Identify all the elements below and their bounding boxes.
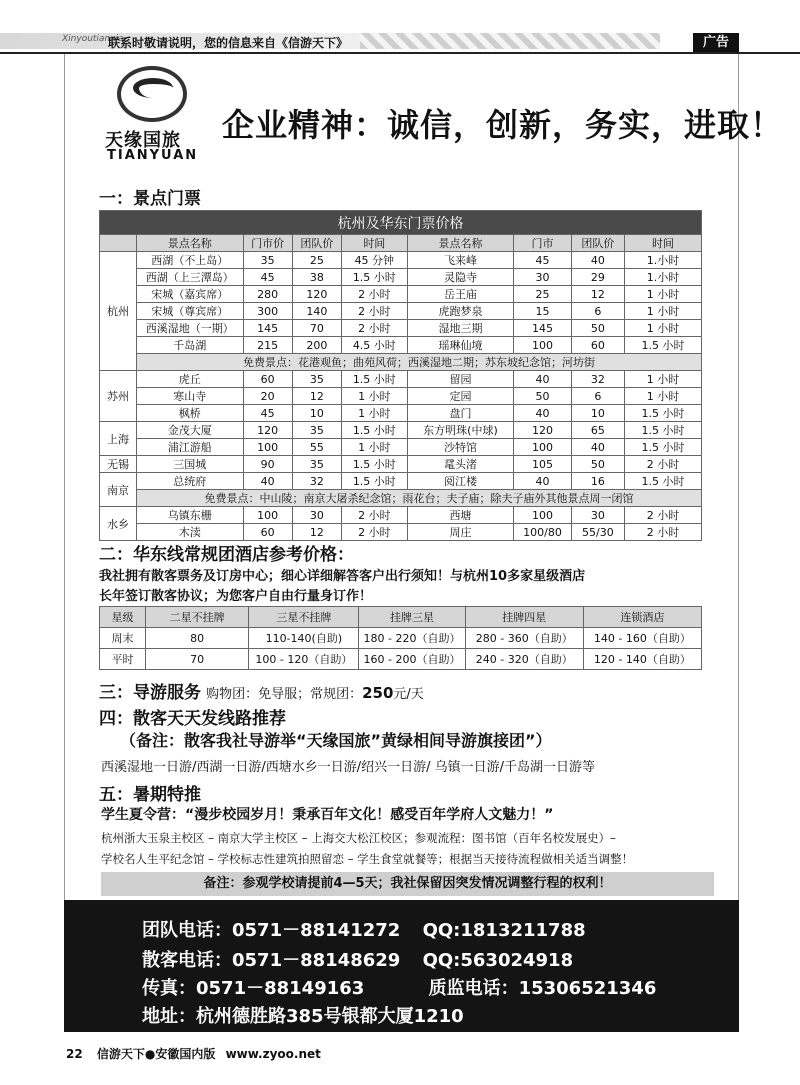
table-cell: 1.5 小时: [342, 269, 408, 286]
table-cell: 1.5 小时: [342, 456, 408, 473]
table-cell: 60: [571, 337, 624, 354]
table-cell: 金茂大厦: [136, 422, 243, 439]
hotel-row: [100, 628, 702, 649]
table-cell: 55: [292, 439, 341, 456]
column-header: 景点名称: [407, 235, 514, 252]
company-name-cn: 天缘国旅: [105, 130, 181, 151]
table-cell: 40: [514, 371, 571, 388]
table-cell: 西湖（上三潭岛）: [136, 269, 243, 286]
column-header: 门市: [514, 235, 571, 252]
table-cell: 西溪湿地（一期）: [136, 320, 243, 337]
table-caption-row: [100, 211, 702, 235]
table-cell: 60: [243, 524, 292, 541]
table-cell: 宋城（嘉宾席）: [136, 286, 243, 303]
single-phone-row: [142, 946, 573, 972]
hotel-cell: 平时: [100, 649, 146, 670]
group-phone-row: [142, 916, 586, 942]
ticket-price-table: [99, 210, 702, 541]
table-cell: 35: [243, 252, 292, 269]
table-cell: 10: [571, 405, 624, 422]
table-cell: 45 分钟: [342, 252, 408, 269]
table-cell: 1 小时: [342, 405, 408, 422]
table-cell: 1 小时: [625, 303, 702, 320]
page-number: 22: [66, 1047, 83, 1061]
table-row: [100, 456, 702, 473]
table-cell: 25: [514, 286, 571, 303]
address: 杭州德胜路385号银都大厦1210: [196, 1006, 464, 1027]
table-cell: 1 小时: [625, 388, 702, 405]
table-cell: 100: [514, 507, 571, 524]
table-cell: 10: [292, 405, 341, 422]
table-cell: 100: [514, 439, 571, 456]
table-cell: 15: [514, 303, 571, 320]
table-cell: 29: [571, 269, 624, 286]
table-cell: 总统府: [136, 473, 243, 490]
hotel-header-cell: 星级: [100, 607, 146, 628]
table-cell: 瑶琳仙境: [407, 337, 514, 354]
table-cell: 虎跑梦泉: [407, 303, 514, 320]
table-cell: 4.5 小时: [342, 337, 408, 354]
table-cell: 16: [571, 473, 624, 490]
table-cell: 50: [514, 388, 571, 405]
hotel-price-table: [99, 606, 702, 670]
hotel-cell: 80: [145, 628, 248, 649]
table-cell: 32: [571, 371, 624, 388]
table-cell: 100/80: [514, 524, 571, 541]
table-row: [100, 405, 702, 422]
header-stripes: [360, 33, 660, 49]
group-phone: 0571－88141272: [232, 920, 401, 941]
table-cell: 25: [292, 252, 341, 269]
single-phone: 0571－88148629: [232, 950, 401, 971]
table-cell: 1.小时: [625, 269, 702, 286]
fax-row: [142, 974, 656, 1000]
city-cell: 水乡: [100, 507, 137, 541]
city-cell: 杭州: [100, 252, 137, 371]
hotel-cell: 100 - 120（自助）: [249, 649, 359, 670]
table-cell: 50: [571, 456, 624, 473]
table-cell: 12: [571, 286, 624, 303]
table-row: [100, 337, 702, 354]
table-cell: 乌镇东栅: [136, 507, 243, 524]
hotel-header-cell: 二星不挂牌: [145, 607, 248, 628]
ad-label: 广告: [693, 33, 739, 53]
table-cell: 西塘: [407, 507, 514, 524]
hotel-header-cell: 挂牌三星: [359, 607, 465, 628]
section-title-tickets: 一：景点门票: [99, 189, 201, 209]
single-qq: QQ:563024918: [422, 950, 574, 971]
table-cell: 2 小时: [342, 286, 408, 303]
table-cell: 鼋头渚: [407, 456, 514, 473]
table-cell: 40: [514, 473, 571, 490]
table-cell: 1.5 小时: [342, 473, 408, 490]
table-cell: 1.5 小时: [625, 439, 702, 456]
table-cell: 周庄: [407, 524, 514, 541]
table-cell: 12: [292, 524, 341, 541]
table-cell: 2 小时: [342, 507, 408, 524]
company-logo: [105, 62, 215, 162]
table-cell: 虎丘: [136, 371, 243, 388]
column-header: 团队价: [571, 235, 624, 252]
table-cell: 300: [243, 303, 292, 320]
hotel-header-cell: 挂牌四星: [465, 607, 583, 628]
hotel-header-cell: 连锁酒店: [583, 607, 701, 628]
hotel-cell: 70: [145, 649, 248, 670]
table-cell: 2 小时: [625, 524, 702, 541]
table-row: [100, 507, 702, 524]
table-cell: 55/30: [571, 524, 624, 541]
free-spots-row: [100, 354, 702, 371]
contact-panel: [64, 900, 739, 1032]
single-phone-label: 散客电话：: [142, 950, 232, 971]
summer-note-bar: 备注：参观学校请提前4—5天；我社保留因突发情况调整行程的权利！: [101, 872, 714, 896]
table-cell: 1.小时: [625, 252, 702, 269]
address-row: [142, 1002, 464, 1028]
table-cell: 100: [243, 507, 292, 524]
table-cell: 三国城: [136, 456, 243, 473]
table-cell: 215: [243, 337, 292, 354]
quality-phone: 15306521346: [518, 978, 657, 999]
table-cell: 1 小时: [625, 320, 702, 337]
hotel-cell: 280 - 360（自助）: [465, 628, 583, 649]
hotel-cell: 180 - 220（自助）: [359, 628, 465, 649]
table-cell: 枫桥: [136, 405, 243, 422]
table-row: [100, 388, 702, 405]
table-row: [100, 439, 702, 456]
table-cell: 35: [292, 456, 341, 473]
city-cell: 南京: [100, 473, 137, 507]
page-header: [0, 30, 800, 54]
logo-figure-icon: [133, 78, 173, 98]
table-cell: 1.5 小时: [342, 422, 408, 439]
hotel-header-cell: 三星不挂牌: [249, 607, 359, 628]
address-label: 地址：: [142, 1006, 196, 1027]
table-cell: 120: [243, 422, 292, 439]
table-cell: 1.5 小时: [625, 337, 702, 354]
column-header: 时间: [342, 235, 408, 252]
table-cell: 40: [571, 252, 624, 269]
table-cell: 40: [571, 439, 624, 456]
table-cell: 1 小时: [342, 439, 408, 456]
column-header: 景点名称: [136, 235, 243, 252]
table-cell: 浦江游船: [136, 439, 243, 456]
table-cell: 30: [514, 269, 571, 286]
hotel-row: [100, 649, 702, 670]
table-cell: 寒山寺: [136, 388, 243, 405]
column-header: 门市价: [243, 235, 292, 252]
table-cell: 65: [571, 422, 624, 439]
table-cell: 120: [292, 286, 341, 303]
city-cell: 上海: [100, 422, 137, 456]
guide-service-row: [99, 678, 424, 703]
table-cell: 千岛湖: [136, 337, 243, 354]
table-cell: 1.5 小时: [625, 473, 702, 490]
hotel-intro-line2: 长年签订散客协议；为您客户自由行量身订作！: [99, 589, 373, 604]
table-cell: 12: [292, 388, 341, 405]
fax-label: 传真：: [142, 978, 196, 999]
table-cell: 盘门: [407, 405, 514, 422]
table-cell: 50: [571, 320, 624, 337]
table-cell: 岳王庙: [407, 286, 514, 303]
table-cell: 东方明珠(中球): [407, 422, 514, 439]
table-cell: 120: [514, 422, 571, 439]
section-title-summer: 五：暑期特推: [99, 785, 201, 805]
table-cell: 45: [243, 269, 292, 286]
guide-service-desc: 购物团：免导服；常规团：: [206, 687, 363, 702]
table-cell: 30: [292, 507, 341, 524]
table-cell: 留园: [407, 371, 514, 388]
table-cell: 2 小时: [342, 524, 408, 541]
section-title-guide: 三：导游服务: [99, 683, 201, 703]
table-cell: 90: [243, 456, 292, 473]
summer-camp-line2: 学校名人生平纪念馆 – 学校标志性建筑拍照留恋 – 学生食堂就餐等；根据当天接待流程做相关适当调整！: [101, 852, 634, 866]
table-cell: 35: [292, 371, 341, 388]
group-phone-label: 团队电话：: [142, 920, 232, 941]
table-cell: 100: [243, 439, 292, 456]
table-row: [100, 269, 702, 286]
summer-camp-slogan: 学生夏令营：“漫步校园岁月！秉承百年文化！感受百年学府人文魅力！”: [101, 807, 554, 823]
table-cell: 35: [292, 422, 341, 439]
free-spots-cell: 免费景点：中山陵；南京大屠杀纪念馆；雨花台；夫子庙；除夫子庙外其他景点周一闭馆: [136, 490, 701, 507]
table-cell: 60: [243, 371, 292, 388]
table-cell: 100: [514, 337, 571, 354]
table-cell: 木渎: [136, 524, 243, 541]
table-row: [100, 303, 702, 320]
city-header-cell: [100, 235, 137, 252]
section-title-routes: 四：散客天天发线路推荐: [99, 709, 286, 729]
section-title-hotels: 二：华东线常规团酒店参考价格：: [99, 545, 354, 565]
column-header: 团队价: [292, 235, 341, 252]
table-row: [100, 473, 702, 490]
table-cell: 1 小时: [342, 388, 408, 405]
table-cell: 38: [292, 269, 341, 286]
table-cell: 阅江楼: [407, 473, 514, 490]
routes-remark: （备注：散客我社导游举“天缘国旅”黄绿相间导游旗接团”）: [120, 731, 552, 750]
table-cell: 2 小时: [625, 456, 702, 473]
guide-price-unit: 元/天: [393, 687, 424, 702]
company-slogan: 企业精神：诚信，创新，务实，进取！: [222, 106, 784, 144]
column-header: 时间: [625, 235, 702, 252]
guide-price: 250: [362, 684, 394, 702]
publication-logo: Xinyoutianxia: [62, 34, 124, 44]
free-spots-row: [100, 490, 702, 507]
table-cell: 1 小时: [625, 286, 702, 303]
table-cell: 定园: [407, 388, 514, 405]
table-row: [100, 252, 702, 269]
table-cell: 1.5 小时: [625, 422, 702, 439]
table-cell: 70: [292, 320, 341, 337]
table-cell: 30: [571, 507, 624, 524]
table-cell: 1.5 小时: [625, 405, 702, 422]
header-notice: 联系时敬请说明，您的信息来自《信游天下》: [108, 36, 349, 50]
hotel-cell: 110-140(自助): [249, 628, 359, 649]
table-cell: 6: [571, 388, 624, 405]
publication-name: 信游天下●安徽国内版: [96, 1047, 216, 1061]
table-cell: 沙特馆: [407, 439, 514, 456]
table-cell: 宋城（尊宾席）: [136, 303, 243, 320]
table-row: [100, 524, 702, 541]
group-qq: QQ:1813211788: [422, 920, 586, 941]
table-row: [100, 286, 702, 303]
table-cell: 45: [243, 405, 292, 422]
table-cell: 飞来峰: [407, 252, 514, 269]
table-cell: 40: [243, 473, 292, 490]
table-cell: 湿地三期: [407, 320, 514, 337]
table-cell: 145: [243, 320, 292, 337]
table-cell: 45: [514, 252, 571, 269]
table-header-row: [100, 235, 702, 252]
website-url: www.zyoo.net: [225, 1047, 321, 1061]
table-caption: 杭州及华东门票价格: [100, 211, 702, 235]
hotel-cell: 140 - 160（自助）: [583, 628, 701, 649]
table-cell: 40: [514, 405, 571, 422]
table-cell: 西湖（不上岛）: [136, 252, 243, 269]
table-cell: 145: [514, 320, 571, 337]
hotel-cell: 周末: [100, 628, 146, 649]
table-cell: 105: [514, 456, 571, 473]
table-row: [100, 422, 702, 439]
summer-camp-line1: 杭州浙大玉泉主校区 – 南京大学主校区 – 上海交大松江校区；参观流程：图书馆（百年名校发展史）–: [101, 831, 616, 845]
city-cell: 无锡: [100, 456, 137, 473]
table-cell: 2 小时: [342, 320, 408, 337]
page-footer: [66, 1045, 321, 1062]
routes-list: 西溪湿地一日游/西湖一日游/西塘水乡一日游/绍兴一日游/ 乌镇一日游/千岛湖一日游等: [101, 760, 596, 775]
table-cell: 2 小时: [625, 507, 702, 524]
free-spots-cell: 免费景点：花港观鱼；曲苑风荷；西溪湿地二期；苏东坡纪念馆；河坊街: [136, 354, 701, 371]
table-cell: 200: [292, 337, 341, 354]
table-cell: 20: [243, 388, 292, 405]
table-cell: 140: [292, 303, 341, 320]
hotel-cell: 240 - 320（自助）: [465, 649, 583, 670]
city-cell: 苏州: [100, 371, 137, 422]
table-cell: 1.5 小时: [342, 371, 408, 388]
hotel-header-row: [100, 607, 702, 628]
hotel-intro-line1: 我社拥有散客票务及订房中心；细心详细解答客户出行须知！与杭州10多家星级酒店: [99, 569, 586, 584]
table-row: [100, 371, 702, 388]
table-row: [100, 320, 702, 337]
table-cell: 280: [243, 286, 292, 303]
table-cell: 1 小时: [625, 371, 702, 388]
quality-phone-label: 质监电话：: [428, 978, 519, 999]
table-cell: 2 小时: [342, 303, 408, 320]
company-name-en: TIANYUAN: [107, 148, 199, 163]
table-cell: 32: [292, 473, 341, 490]
hotel-cell: 160 - 200（自助）: [359, 649, 465, 670]
fax-number: 0571－88149163: [196, 978, 365, 999]
hotel-cell: 120 - 140（自助）: [583, 649, 701, 670]
table-cell: 灵隐寺: [407, 269, 514, 286]
table-cell: 6: [571, 303, 624, 320]
